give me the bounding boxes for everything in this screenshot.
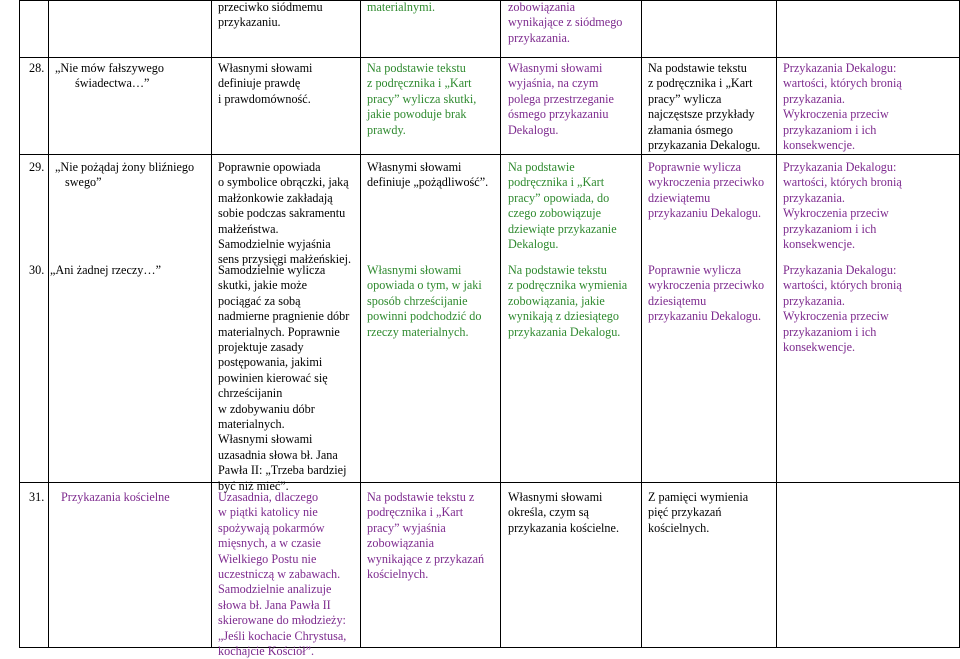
topic-cell: Przykazania kościelne (61, 490, 170, 504)
level-cell: Uzasadnia, dlaczego w piątki katolicy nie spożywają pokarmów mięsnych, a w czasie Wielkiego Postu nie uczestniczą w zabawach. Samodzielnie analizuje słowa bł. Jana Pawła II skierowane do młodzieży: „Jeśli kochacie Chrystusa, kochajcie Kościół”. (218, 490, 347, 659)
level-cell: Na podstawie tekstu z podręcznika i „Kart pracy” wylicza skutki, jakie powoduje brak prawdy. (367, 61, 477, 137)
top-cell-c3: materialnymi. (367, 0, 436, 14)
level-cell: Poprawnie opowiada o symbolice obrączki, jaką małżonkowie zakładają sobie podczas sakramentu małżeństwa. Samodzielnie wyjaśnia sens przysięgi małżeńskiej. (218, 160, 352, 267)
top-cell-c2: przeciwko siódmemu przykazaniu. (218, 0, 323, 30)
content-cell: Przykazania Dekalogu: wartości, których bronią przykazania. Wykroczenia przeciw przykazaniom i ich konsekwencje. (783, 263, 902, 355)
row-number: 28. (29, 61, 45, 75)
row-divider (19, 57, 960, 58)
level-cell: Na podstawie tekstu z podręcznika i „Kart pracy” wyjaśnia zobowiązania wynikające z przykazań kościelnych. (367, 490, 485, 582)
level-cell: Na podstawie podręcznika i „Kart pracy” opowiada, do czego zobowiązuje dziewiąte przykazanie Dekalogu. (508, 160, 617, 252)
column-divider (48, 0, 49, 648)
table-border-top (19, 0, 960, 1)
level-cell: Własnymi słowami definiuje prawdę i prawdomówność. (218, 61, 313, 106)
level-cell: Na podstawie tekstu z podręcznika i „Kart pracy” wylicza najczęstsze przykłady złamania ósmego przykazania Dekalogu. (648, 61, 761, 153)
level-cell: Własnymi słowami definiuje „pożądliwość”. (367, 160, 489, 190)
row-divider (19, 154, 960, 155)
column-divider (641, 0, 642, 648)
topic-cell: „Nie mów fałszywego świadectwa…” (55, 61, 164, 91)
level-cell: Własnymi słowami wyjaśnia, na czym polega przestrzeganie ósmego przykazaniu Dekalogu. (508, 61, 614, 137)
top-cell-c4: zobowiązania wynikające z siódmego przykazania. (508, 0, 623, 45)
content-cell: Przykazania Dekalogu: wartości, których bronią przykazania. Wykroczenia przeciw przykazaniom i ich konsekwencje. (783, 160, 902, 252)
column-divider (19, 0, 20, 648)
topic-cell: „Nie pożądaj żony bliźniego swego” (55, 160, 195, 190)
level-cell: Własnymi słowami określa, czym są przykazania kościelne. (508, 490, 619, 535)
row-number: 31. (29, 490, 45, 504)
level-cell: Poprawnie wylicza wykroczenia przeciwko dziesiątemu przykazaniu Dekalogu. (648, 263, 765, 324)
level-cell: Na podstawie tekstu z podręcznika wymienia zobowiązania, jakie wynikają z dziesiątego przykazania Dekalogu. (508, 263, 628, 339)
level-cell: Z pamięci wymienia pięć przykazań kościelnych. (648, 490, 749, 535)
topic-cell: „Ani żadnej rzeczy…” (50, 263, 161, 277)
level-cell: Własnymi słowami opowiada o tym, w jaki sposób chrześcijanie powinni podchodzić do rzeczy materialnych. (367, 263, 482, 339)
row-divider (19, 482, 960, 483)
level-cell: Samodzielnie wylicza skutki, jakie może pociągać za sobą nadmierne pragnienie dóbr materialnych. Poprawnie projektuje zasady postępowania, jakimi powinien kierować się chrześcijanin w zdobywaniu dóbr materialnych. Własnymi słowami uzasadnia słowa bł. Jana Pawła II: „Trzeba bardziej być niż mieć”. (218, 263, 350, 493)
column-divider (211, 0, 212, 648)
level-cell: Poprawnie wylicza wykroczenia przeciwko dziewiątemu przykazaniu Dekalogu. (648, 160, 765, 221)
row-number: 30. (29, 263, 45, 277)
content-cell: Przykazania Dekalogu: wartości, których bronią przykazania. Wykroczenia przeciw przykazaniom i ich konsekwencje. (783, 61, 902, 153)
column-divider (776, 0, 777, 648)
row-number: 29. (29, 160, 45, 174)
column-divider (500, 0, 501, 648)
column-divider (360, 0, 361, 648)
